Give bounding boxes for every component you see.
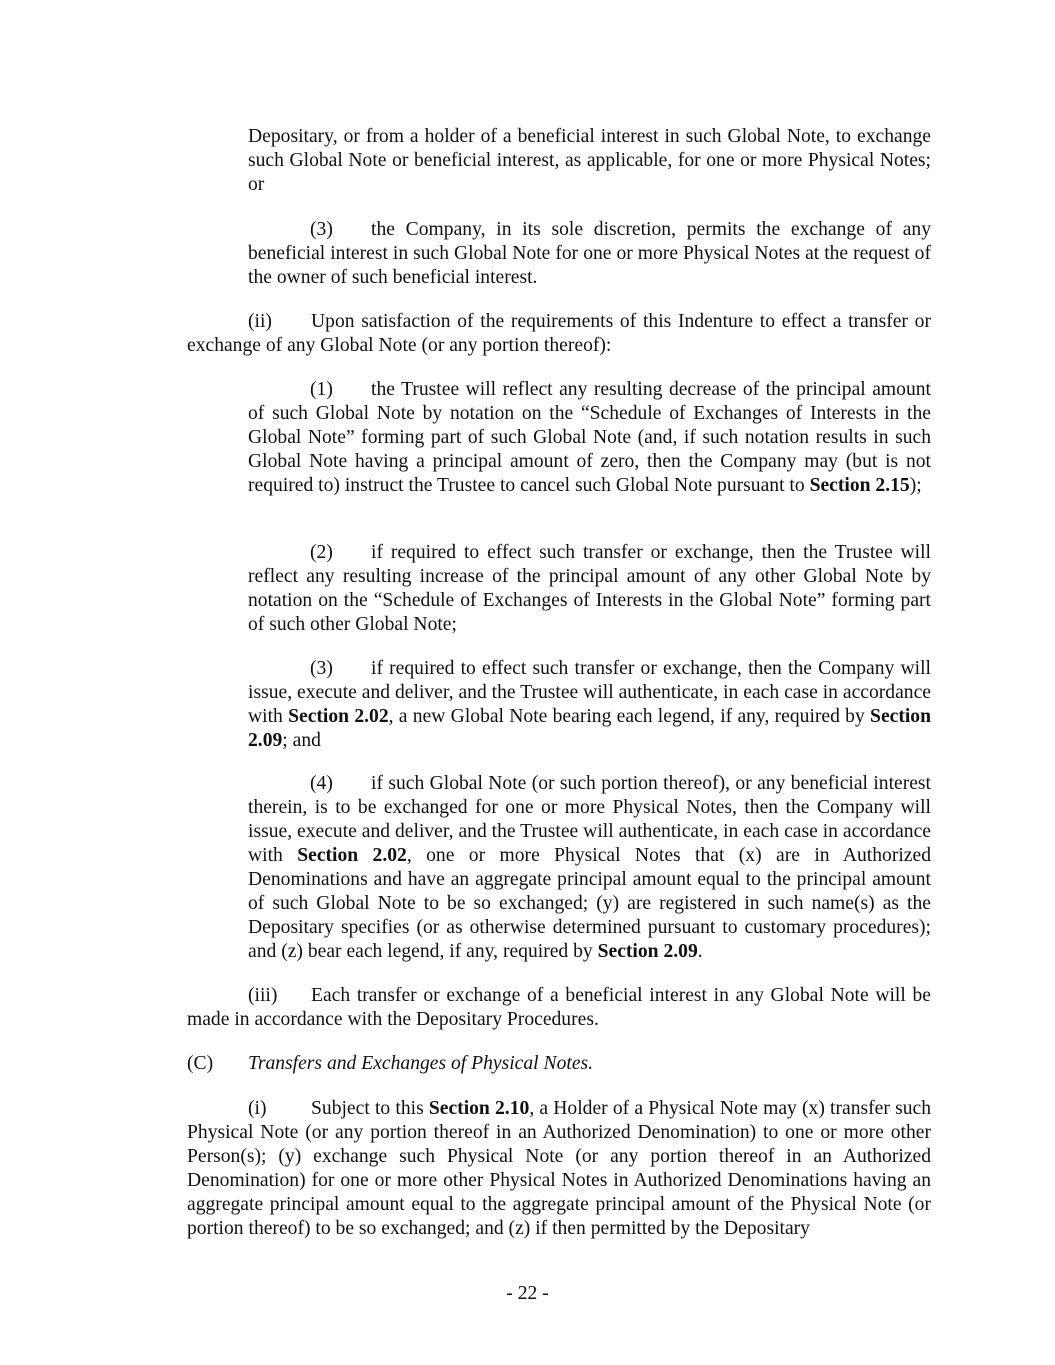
section-heading-c bbox=[187, 1052, 931, 1076]
paragraph-ii-4 bbox=[248, 772, 931, 964]
section-reference: Section 2.09 bbox=[597, 941, 698, 962]
section-heading-title: Transfers and Exchanges of Physical Notes. bbox=[248, 1053, 594, 1074]
paragraph-text: , a Holder of a Physical Note may (x) transfer such Physical Note (or any portion thereof in an Authorized Denomination) to one or more other Person(s); (y) exchange such Physical Note (or any portion thereof in an Authorized Denomination) for one or more other Physical Notes in Authorized Denominations having an aggregate principal amount equal to the aggregate principal amount of the Physical Note (or portion thereof) to be so exchanged; and (z) if then permitted by the Depositary bbox=[187, 1098, 931, 1239]
paragraph-iii bbox=[187, 984, 931, 1032]
paragraph-text: if such Global Note (or such portion thereof), or any beneficial interest therein, is to be exchanged for one or more Physical Notes, then the Company will issue, execute and deliver, and the Trustee will authenticate, in each case in accordance with bbox=[248, 773, 931, 866]
paragraph-text: ); bbox=[909, 475, 922, 496]
paragraph-number: (4) bbox=[310, 773, 333, 794]
paragraph-text: , one or more Physical Notes that (x) are in Authorized Denominations and have an aggregate principal amount equal to the principal amount of such Global Note to be so exchanged; (y) are registered in such name(s) as the Depositary specifies (or as otherwise determined pursuant to customary procedures); and (z) bear each legend, if any, required by bbox=[248, 845, 931, 962]
paragraph-ii-2 bbox=[248, 541, 931, 637]
section-reference: Section 2.02 bbox=[297, 845, 407, 866]
paragraph-text: the Trustee will reflect any resulting decrease of the principal amount of such Global Note by notation on the “Schedule of Exchanges of Interests in the Global Note” forming part of such Global Note (and, if such notation results in such Global Note having a principal amount of zero, then the Company may (but is not required to) instruct the Trustee to cancel such Global Note pursuant to bbox=[248, 379, 931, 496]
section-reference: Section 2.02 bbox=[288, 706, 389, 727]
paragraph-text: Each transfer or exchange of a beneficial interest in any Global Note will be made in accordance with the Depositary Procedures. bbox=[187, 985, 931, 1030]
paragraph-text: Upon satisfaction of the requirements of this Indenture to effect a transfer or exchange of any Global Note (or any portion thereof): bbox=[187, 311, 931, 356]
paragraph-number: (3) bbox=[310, 219, 333, 240]
paragraph-text: , a new Global Note bearing each legend, if any, required by bbox=[388, 706, 871, 727]
page-number: - 22 - bbox=[506, 1283, 549, 1304]
paragraph-number: (ii) bbox=[248, 311, 272, 332]
paragraph-number: (i) bbox=[248, 1098, 267, 1119]
paragraph-text: Depositary, or from a holder of a beneficial interest in such Global Note, to exchange such Global Note or beneficial interest, as applicable, for one or more Physical Notes; or bbox=[248, 126, 931, 195]
paragraph-continuation bbox=[248, 125, 931, 197]
paragraph-number: (C) bbox=[187, 1053, 214, 1074]
paragraph-c-i bbox=[187, 1097, 931, 1241]
paragraph-text: ; and bbox=[282, 730, 321, 751]
paragraph-text: Subject to this bbox=[311, 1098, 429, 1119]
paragraph-text: the Company, in its sole discretion, permits the exchange of any beneficial interest in such Global Note for one or more Physical Notes at the request of the owner of such beneficial interest. bbox=[248, 219, 931, 288]
paragraph-number: (1) bbox=[310, 379, 333, 400]
paragraph-number: (3) bbox=[310, 658, 333, 679]
paragraph-text: if required to effect such transfer or exchange, then the Trustee will reflect any resulting increase of the principal amount of any other Global Note by notation on the “Schedule of Exchanges of Interests in the Global Note” forming part of such other Global Note; bbox=[248, 542, 931, 635]
paragraph-ii bbox=[187, 310, 931, 358]
section-reference: Section 2.15 bbox=[809, 475, 910, 496]
paragraph-b3 bbox=[248, 218, 931, 290]
paragraph-text: if required to effect such transfer or exchange, then the Company will issue, execute and deliver, and the Trustee will authenticate, in each case in accordance with bbox=[248, 658, 931, 727]
paragraph-number: (iii) bbox=[248, 985, 278, 1006]
paragraph-text: . bbox=[697, 941, 703, 962]
paragraph-number: (2) bbox=[310, 542, 333, 563]
paragraph-ii-1 bbox=[248, 378, 931, 498]
section-reference: Section 2.09 bbox=[248, 706, 931, 751]
paragraph-ii-3 bbox=[248, 657, 931, 753]
section-reference: Section 2.10 bbox=[428, 1098, 530, 1119]
